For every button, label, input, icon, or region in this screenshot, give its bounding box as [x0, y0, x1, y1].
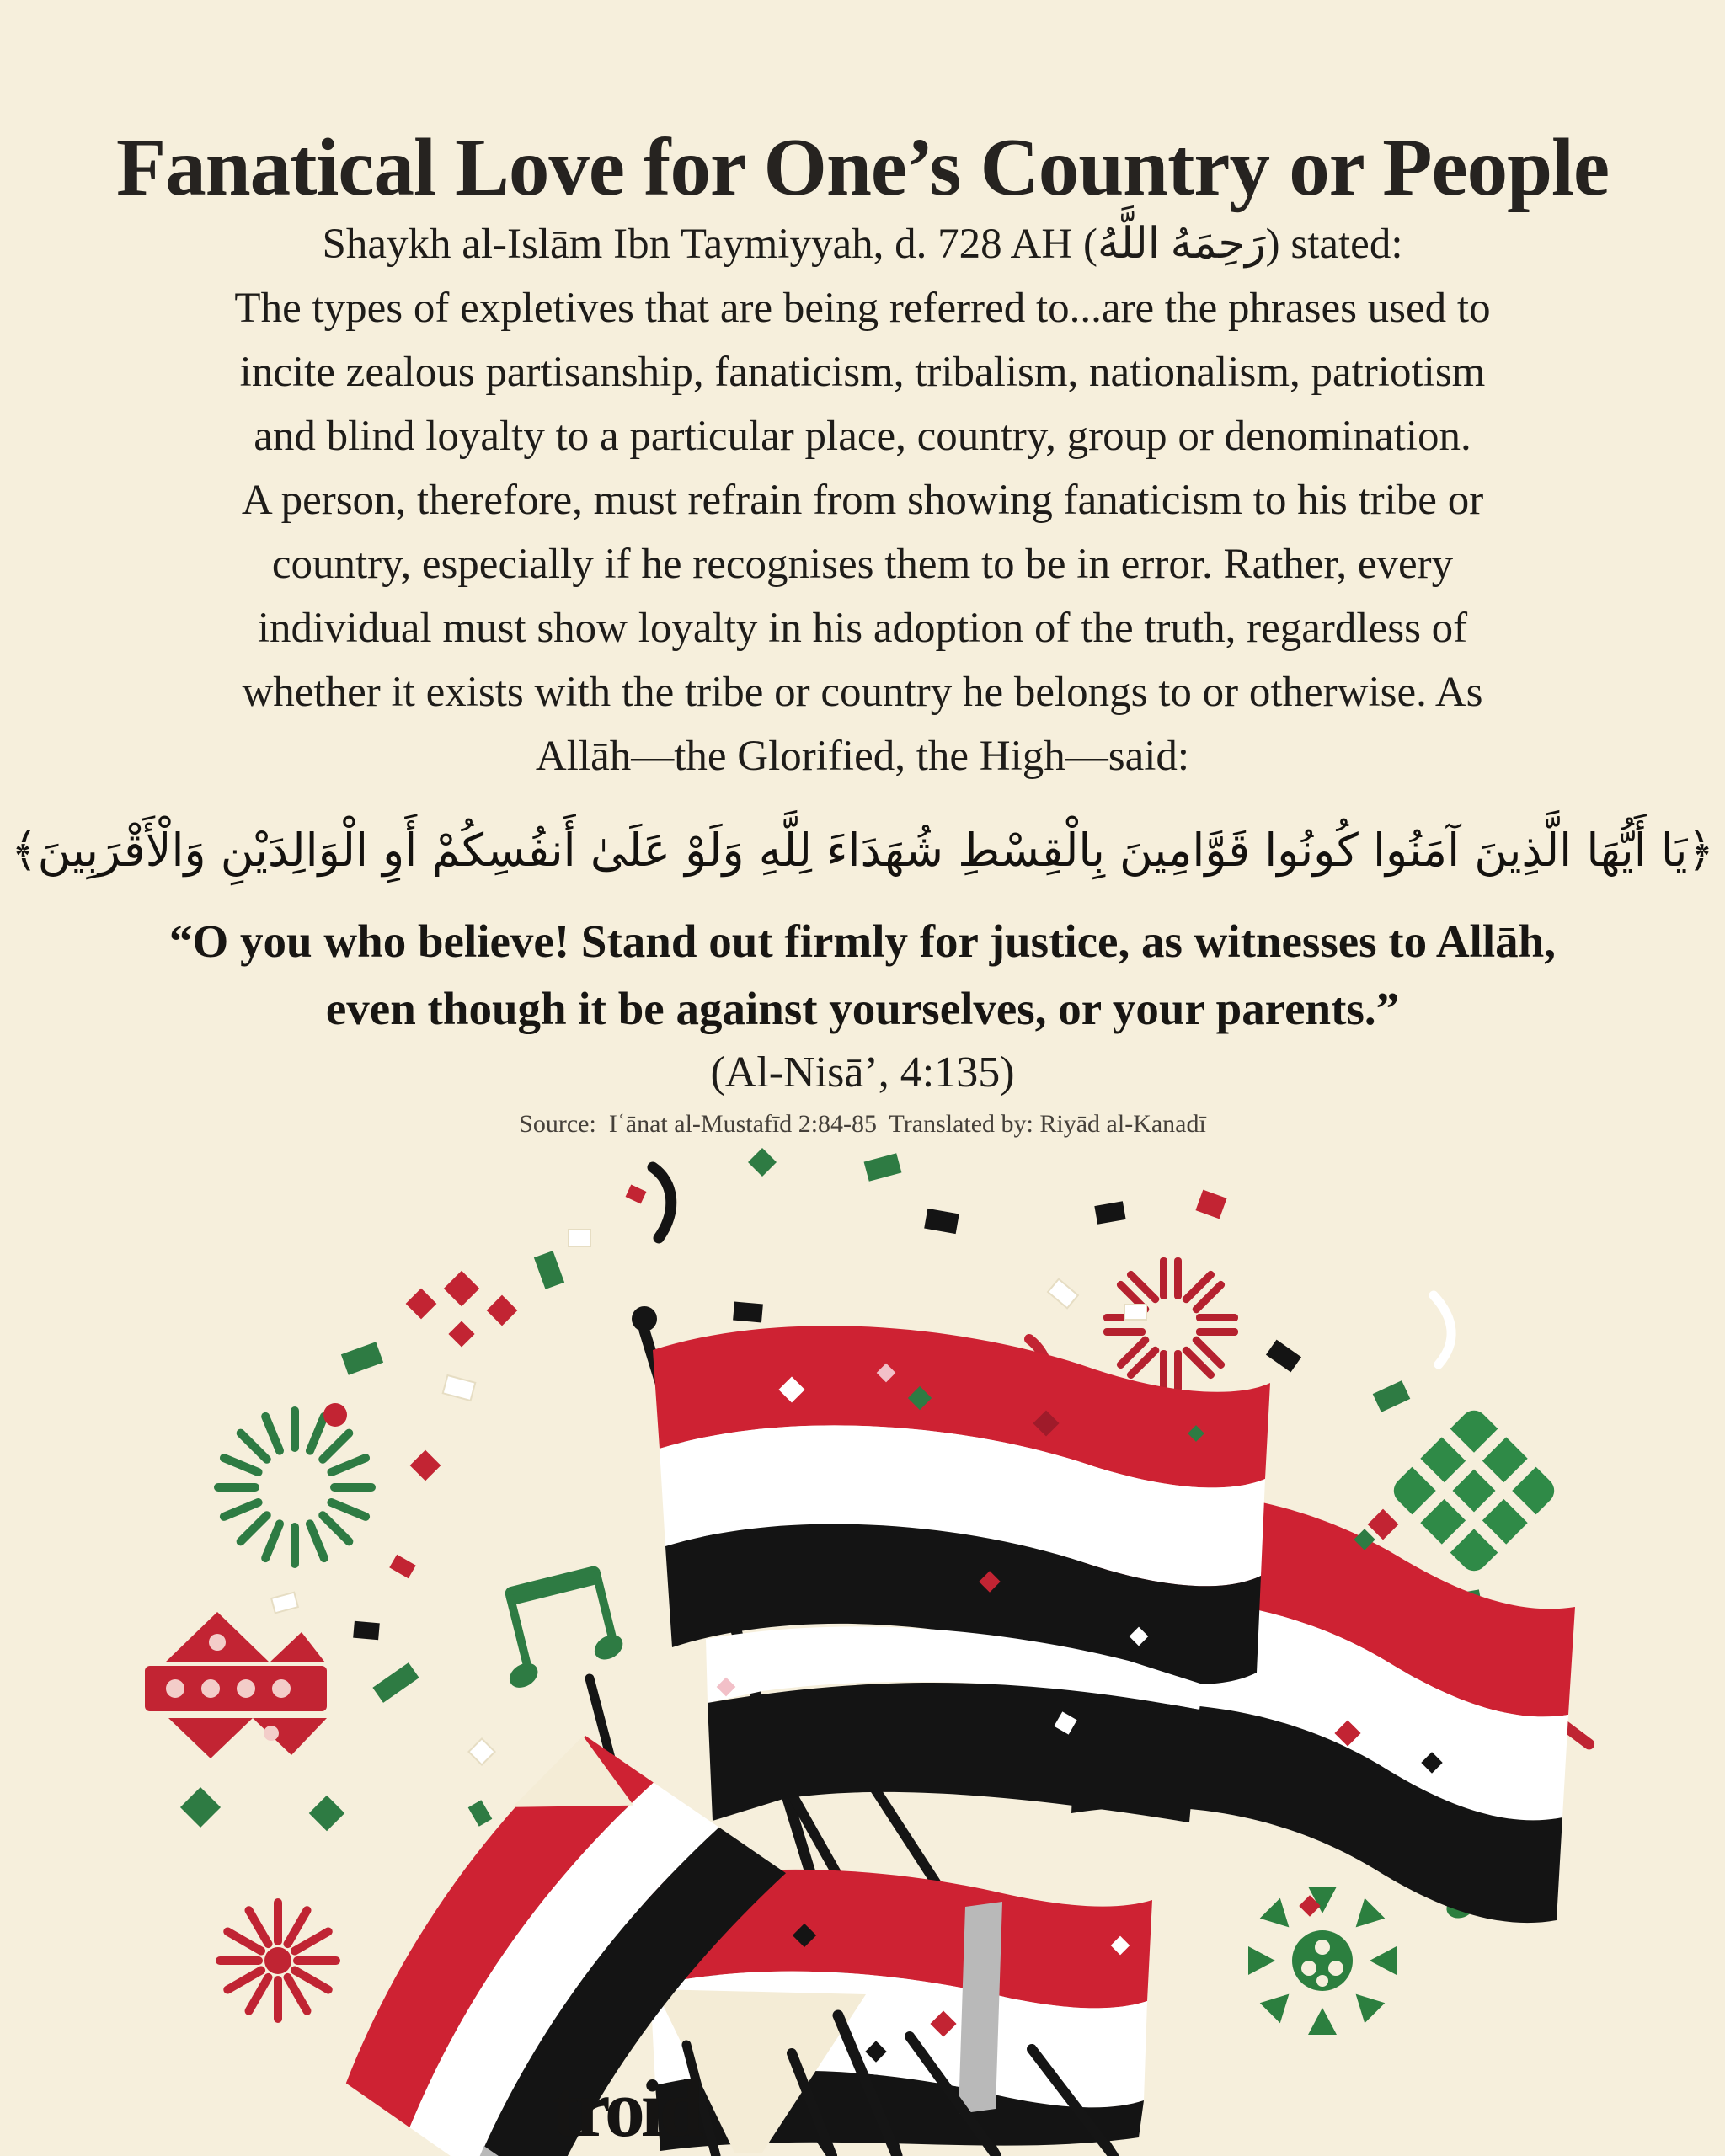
- red-asterisk-icon: [1103, 1257, 1238, 1392]
- green-waffle-ornament-icon: [1381, 1398, 1567, 1584]
- green-star-ornament-icon: [1248, 1886, 1397, 2035]
- verse-reference: (Al-Nisā’, 4:135): [710, 1049, 1015, 1097]
- quote-body: Shaykh al-Islām Ibn Taymiyyah, d. 728 AH (رَحِمَهُ اللَّهُ) stated: The types of expletives that are being referred to...are the phrases used to incite zealous partisanship, fanaticism, tribalism, nationalism, patriotism and blind loyalty to a particular place, country, group or denomination. A person, therefore, must refrain from showing fanaticism to his tribe or country, especially if he recognises them to be in error. Rather, every individual must show loyalty in his adoption of the truth, regardless of whether it exists with the tribe or country he belongs to or otherwise. As Allāh—the Glorified, the High—said:: [234, 221, 1491, 780]
- page-title: Fanatical Love for One’s Country or People: [115, 121, 1610, 212]
- troid-logo: troid: [552, 2063, 700, 2153]
- arabic-verse: ﴿يَا أَيُّهَا الَّذِينَ آمَنُوا كُونُوا قَوَّامِينَ بِالْقِسْطِ شُهَدَاءَ لِلَّهِ وَلَوْ عَلَىٰ أَنفُسِكُمْ أَوِ الْوَالِدَيْنِ وَالْأَقْرَبِينَ﴾: [10, 824, 1715, 877]
- source-line: Source: Iʿānat al-Mustafīd 2:84-85 Translated by: Riyād al-Kanadī: [519, 1110, 1206, 1138]
- green-starburst-icon: [214, 1403, 376, 1568]
- red-starburst-icon: [216, 1898, 340, 2023]
- verse-translation: “O you who believe! Stand out firmly for justice, as witnesses to Allāh, even though it be against yourselves, or your parents.”: [169, 915, 1556, 1034]
- flags-illustration: [0, 1144, 1725, 2156]
- red-dot-ornament-icon: [145, 1612, 327, 1758]
- green-music-note-icon: [485, 1563, 632, 1694]
